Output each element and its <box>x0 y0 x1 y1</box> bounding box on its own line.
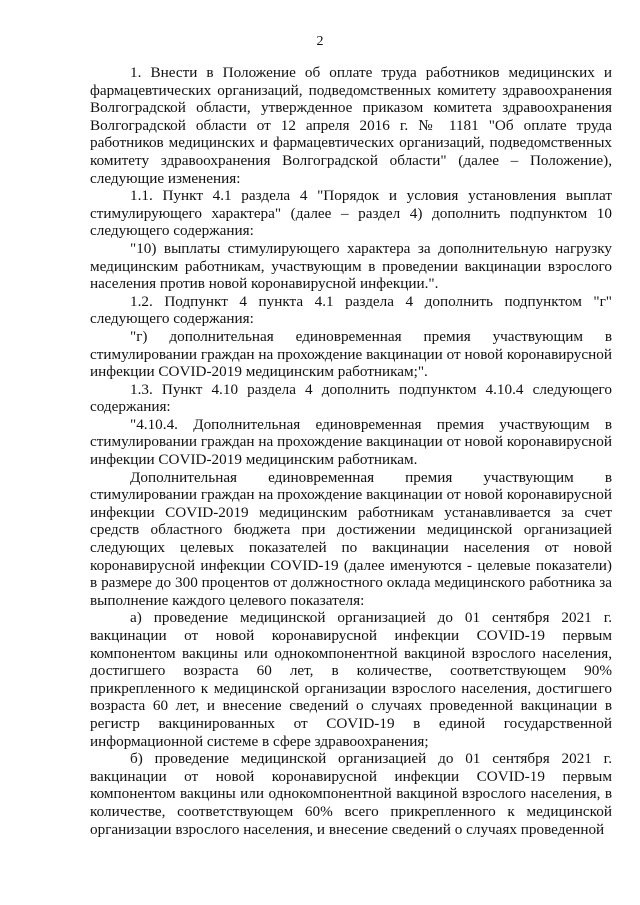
paragraph-target-a: а) проведение медицинской организацией до 01 сентября 2021 г. вакцинации от новой коронавирусной инфекции COVID-19 первым компонентом вакцины или однокомпонентной вакциной взрослого населения, достигшего возраста 60 лет, в количестве, соответствующем 90% прикрепленного к медицинской организации взрослого населения, достигшего возраста 60 лет, и внесение сведений о случаях проведенной вакцинации в регистр вакцинированных от COVID-19 в единой государственной информационной системе в сфере здравоохранения; <box>90 609 612 750</box>
paragraph-1-1-quote: "10) выплаты стимулирующего характера за дополнительную нагрузку медицинским работникам, участвующим в проведении вакцинации взрослого населения против новой коронавирусной инфекции.". <box>90 239 612 293</box>
paragraph-1: 1. Внести в Положение об оплате труда работников медицинских и фармацевтических организаций, подведомственных комитету здравоохранения Волгоградской области, утвержденное приказом комитета здравоохранения Волгоградской области от 12 апреля 2016 г. № 1181 "Об оплате труда работников медицинских и фармацевтических организаций, подведомственных комитету здравоохранения Волгоградской области" (далее – Положение), следующие изменения: <box>90 64 612 187</box>
paragraph-target-b: б) проведение медицинской организацией до 01 сентября 2021 г. вакцинации от новой коронавирусной инфекции COVID-19 первым компонентом вакцины или однокомпонентной вакциной взрослого населения, в количестве, соответствующем 60% всего прикрепленного к медицинской организации взрослого населения, и внесение сведений о случаях проведенной <box>90 750 612 838</box>
paragraph-1-3: 1.3. Пункт 4.10 раздела 4 дополнить подпунктом 4.10.4 следующего содержания: <box>90 380 612 416</box>
paragraph-premium-terms: Дополнительная единовременная премия участвующим в стимулировании граждан на прохождение вакцинации от новой коронавирусной инфекции COVID-2019 медицинским работникам устанавливается за счет средств областного бюджета при достижении медицинской организацией следующих целевых показателей по вакцинации населения от новой коронавирусной инфекции COVID-19 (далее именуются - целевые показатели) в размере до 300 процентов от должностного оклада медицинского работника за выполнение каждого целевого показателя: <box>90 468 612 609</box>
paragraph-1-2: 1.2. Подпункт 4 пункта 4.1 раздела 4 дополнить подпунктом "г" следующего содержания: <box>90 292 612 328</box>
paragraph-1-2-quote: "г) дополнительная единовременная премия участвующим в стимулировании граждан на прохождение вакцинации от новой коронавирусной инфекции COVID-2019 медицинским работникам;". <box>90 327 612 381</box>
document-body <box>90 64 612 838</box>
paragraph-4-10-4: "4.10.4. Дополнительная единовременная премия участвующим в стимулировании граждан на прохождение вакцинации от новой коронавирусной инфекции COVID-2019 медицинским работникам. <box>90 415 612 469</box>
paragraph-1-1: 1.1. Пункт 4.1 раздела 4 "Порядок и условия установления выплат стимулирующего характера" (далее – раздел 4) дополнить подпунктом 10 следующего содержания: <box>90 187 612 240</box>
page-number: 2 <box>316 34 324 49</box>
